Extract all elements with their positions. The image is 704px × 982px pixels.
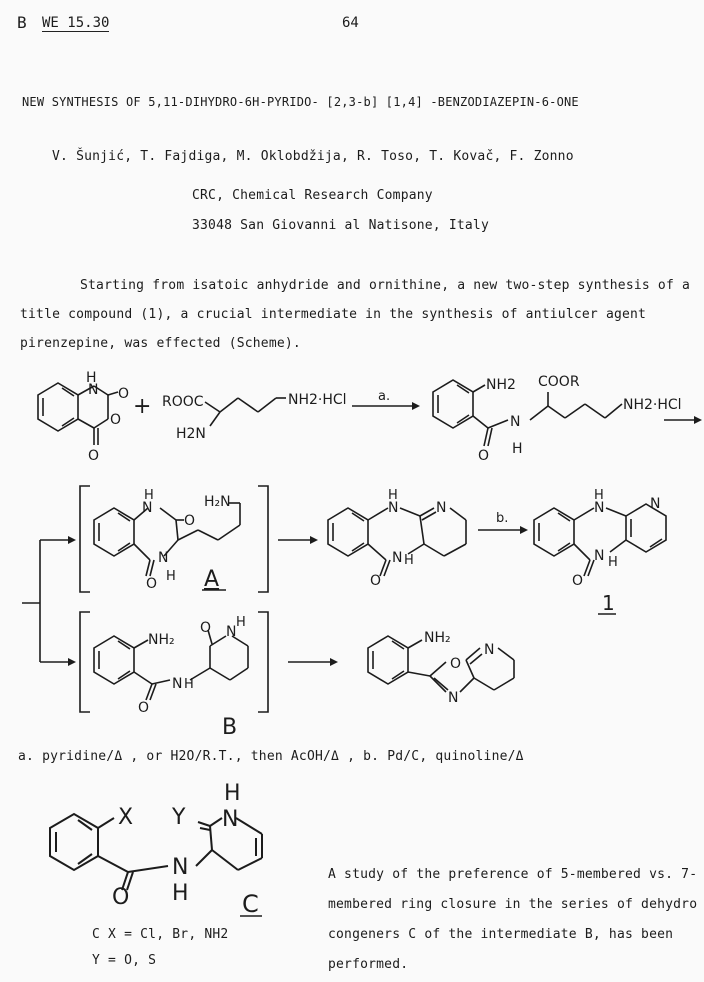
paper-title: NEW SYNTHESIS OF 5,11-DIHYDRO-6H-PYRIDO- [2,3-b] [1,4] -BENZODIAZEPIN-6-ONE: [22, 95, 579, 109]
svg-text:O: O: [146, 576, 158, 592]
svg-text:N: N: [222, 807, 239, 832]
svg-text:N: N: [448, 690, 459, 706]
session-code: WE 15.30: [42, 15, 110, 31]
svg-text:O: O: [138, 700, 150, 716]
svg-text:N: N: [436, 500, 447, 516]
label-a: A: [204, 567, 220, 592]
svg-text:H: H: [172, 881, 189, 906]
reagent-a-label: a.: [378, 389, 391, 404]
reagent-b-label: b.: [496, 511, 509, 526]
svg-text:O: O: [200, 620, 212, 636]
product-nh2-label: NH2: [486, 377, 516, 393]
svg-text:N: N: [650, 496, 661, 512]
n-label: N: [88, 382, 99, 398]
compound-c-y-definition: Y = O, S: [92, 953, 157, 968]
svg-text:H₂N: H₂N: [204, 494, 231, 510]
svg-text:N: N: [484, 642, 495, 658]
reaction-conditions: a. pyridine/Δ , or H2O/R.T., then AcOH/Δ , b. Pd/C, quinoline/Δ: [18, 749, 524, 764]
product-ester-label: COOR: [538, 374, 580, 390]
svg-text:N: N: [172, 855, 189, 880]
amide-o-label: O: [478, 448, 490, 464]
page-number: 64: [342, 15, 359, 31]
substituent-x-label: X: [118, 805, 134, 830]
svg-text:O: O: [450, 656, 462, 672]
svg-text:O: O: [572, 573, 584, 589]
affiliation-line-1: CRC, Chemical Research Company: [192, 188, 433, 203]
isatoic-anhydride-structure: [38, 383, 118, 445]
svg-text:N: N: [388, 500, 399, 516]
svg-text:N: N: [172, 676, 183, 692]
compound-c-x-definition: C X = Cl, Br, NH2: [92, 927, 229, 942]
svg-text:H: H: [608, 555, 618, 570]
study-paragraph: A study of the preference of 5-membered vs. 7-membered ring closure in the series of dehydro congeners C of the intermediate B, has been performed.: [328, 867, 698, 972]
amide-n-label: N: [510, 414, 521, 430]
ring-o-label: O: [110, 412, 122, 428]
svg-text:H: H: [404, 553, 414, 568]
svg-text:NH₂: NH₂: [148, 632, 175, 648]
nh-label: H: [86, 370, 97, 386]
amide-product-structure: [433, 380, 622, 446]
svg-text:N: N: [392, 550, 403, 566]
author-list: V. Šunjić, T. Fajdiga, M. Oklobdžija, R. Toso, T. Kovač, F. Zonno: [52, 149, 574, 164]
svg-text:H: H: [236, 615, 246, 630]
svg-text:H: H: [594, 488, 604, 503]
svg-text:N: N: [142, 500, 153, 516]
svg-text:N: N: [594, 548, 605, 564]
svg-text:H: H: [166, 569, 176, 584]
svg-text:N: N: [158, 550, 169, 566]
svg-text:H: H: [144, 488, 154, 503]
label-b: B: [222, 715, 238, 740]
svg-text:N: N: [594, 500, 605, 516]
affiliation-line-2: 33048 San Giovanni al Natisone, Italy: [192, 218, 489, 233]
amide-h-label: H: [512, 441, 523, 457]
svg-text:H: H: [184, 677, 194, 692]
svg-text:O: O: [370, 573, 382, 589]
session-letter: B: [17, 13, 27, 32]
product-amine-label: NH2·HCl: [623, 397, 682, 413]
plus-sign: +: [133, 394, 152, 419]
substituent-y-label: Y: [172, 805, 186, 830]
carbonyl-o-label: O: [88, 448, 100, 464]
svg-text:N: N: [226, 624, 237, 640]
intro-paragraph: Starting from isatoic anhydride and ornithine, a new two-step synthesis of a title compound (1), a crucial intermediate in the synthesis of antiulcer agent pirenzepine, was effected (Scheme).: [20, 278, 691, 351]
svg-text:O: O: [112, 885, 130, 910]
ornithine-structure: [205, 398, 286, 426]
svg-text:H: H: [388, 488, 398, 503]
svg-text:O: O: [184, 513, 196, 529]
label-c: C: [242, 890, 259, 918]
svg-text:H: H: [224, 781, 241, 806]
label-1: 1: [602, 591, 615, 615]
o-label: O: [118, 386, 130, 402]
ornithine-amine-label: NH2·HCl: [288, 392, 347, 408]
ornithine-alpha-amine-label: H2N: [176, 426, 206, 442]
svg-text:NH₂: NH₂: [424, 630, 451, 646]
ornithine-acid-label: ROOC: [162, 394, 204, 410]
